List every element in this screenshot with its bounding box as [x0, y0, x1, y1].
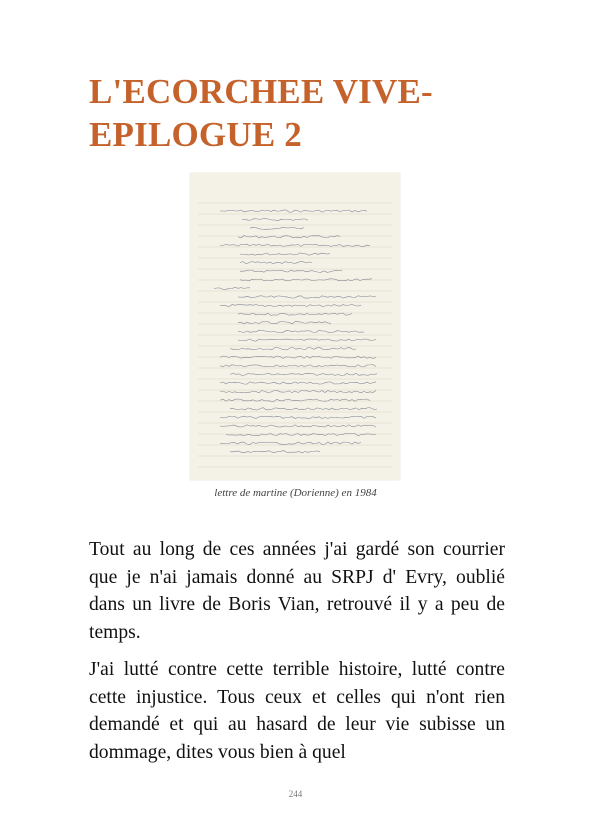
figure-caption: lettre de martine (Dorienne) en 1984 — [214, 487, 377, 499]
handwriting-line — [230, 347, 356, 349]
page-number: 244 — [288, 789, 303, 799]
handwriting-line — [220, 390, 376, 392]
title-line-1: L'ECORCHEE VIVE- — [89, 72, 433, 111]
handwriting-line — [230, 451, 320, 453]
handwriting-line — [240, 270, 342, 272]
handwriting-line — [220, 425, 376, 427]
handwritten-letter-image — [190, 173, 400, 480]
handwriting-line — [214, 287, 250, 289]
handwriting-line — [238, 313, 352, 315]
title-line-2: EPILOGUE 2 — [89, 115, 303, 154]
handwriting-line — [238, 339, 376, 341]
handwriting-line — [220, 244, 370, 246]
handwriting-line — [220, 304, 361, 306]
handwriting-line — [220, 382, 376, 384]
body-text — [89, 536, 505, 776]
paragraph-2: J'ai lutté contre cette terrible histoire, lutté contre cette injustice. Tous ceux et celles qui n'ont rien demandé et qui au hasard de leur vie subisse un dommage, dites vous bien à quel — [89, 659, 505, 763]
handwriting-line — [220, 442, 361, 444]
page-title — [89, 70, 529, 156]
handwriting-line — [238, 330, 364, 332]
handwriting-line — [250, 227, 304, 229]
handwriting-line — [230, 408, 377, 410]
handwriting-line — [238, 322, 331, 324]
handwriting-line — [230, 373, 377, 375]
handwriting-line — [220, 365, 376, 367]
handwriting-line — [240, 253, 330, 255]
handwriting-line — [242, 219, 308, 221]
letter-scribbles — [190, 173, 400, 480]
handwriting-line — [240, 262, 312, 264]
handwriting-line — [238, 296, 376, 298]
paragraph-1: Tout au long de ces années j'ai gardé son courrier que je n'ai jamais donné au SRPJ d' Evry, oublié dans un livre de Boris Vian, retrouvé il y a peu de temps. — [89, 539, 505, 643]
handwriting-line — [220, 210, 367, 212]
handwriting-line — [220, 416, 376, 418]
